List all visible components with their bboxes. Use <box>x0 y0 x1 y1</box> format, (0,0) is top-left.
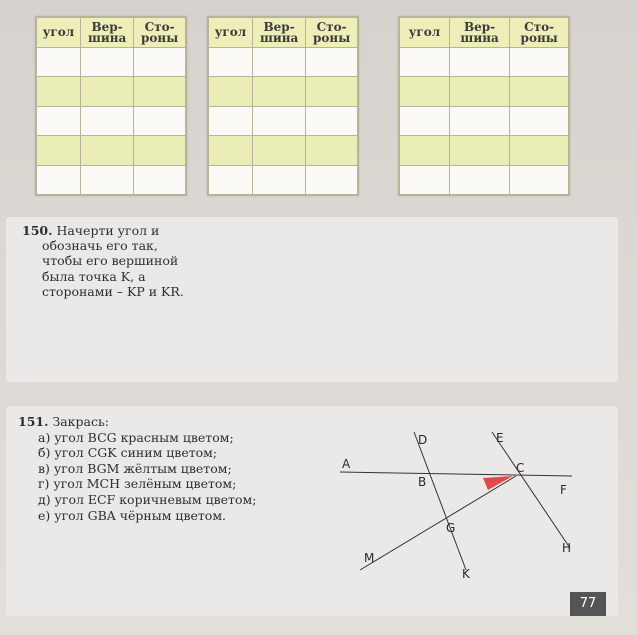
header-angle: угол <box>37 18 81 48</box>
table-cell[interactable] <box>449 48 509 77</box>
table-cell[interactable] <box>209 165 253 194</box>
table-cell[interactable] <box>209 77 253 106</box>
task-line: Начерти угол и <box>56 223 160 238</box>
table-row <box>400 106 569 135</box>
table-row <box>37 77 186 106</box>
table-cell[interactable] <box>510 136 569 165</box>
table-row <box>209 48 358 77</box>
task-item: б) угол CGK синим цветом; <box>38 445 218 461</box>
point-label-m: M <box>364 551 375 565</box>
shaded-angle <box>483 476 513 490</box>
table-row <box>37 48 186 77</box>
task-line: сторонами – KP и KR. <box>42 283 184 299</box>
table-cell[interactable] <box>449 136 509 165</box>
task-item: д) угол ECF коричневым цветом; <box>38 491 257 507</box>
table-cell[interactable] <box>400 165 450 194</box>
table-cell[interactable] <box>510 77 569 106</box>
point-label-h: H <box>562 541 572 555</box>
header-vertex: Вер- шина <box>80 18 133 48</box>
angle-table-2 <box>207 16 359 196</box>
header-vertex: Вер- шина <box>252 18 305 48</box>
table-row <box>400 165 569 194</box>
table-row <box>37 106 186 135</box>
table-cell[interactable] <box>209 106 253 135</box>
table-cell[interactable] <box>449 165 509 194</box>
table-cell[interactable] <box>37 165 81 194</box>
point-label-d: D <box>418 433 428 447</box>
table-row <box>400 136 569 165</box>
point-label-k: K <box>462 567 470 581</box>
table-cell[interactable] <box>80 106 133 135</box>
table-cell[interactable] <box>134 136 186 165</box>
table-cell[interactable] <box>252 48 305 77</box>
table-cell[interactable] <box>400 48 450 77</box>
task-number: 151. <box>18 414 49 429</box>
table-cell[interactable] <box>306 77 358 106</box>
table-cell[interactable] <box>134 106 186 135</box>
table-cell[interactable] <box>134 165 186 194</box>
table-cell[interactable] <box>37 48 81 77</box>
task-151-text <box>18 414 288 523</box>
header-sides: Сто- роны <box>134 18 186 48</box>
line-dk <box>414 432 466 570</box>
table-cell[interactable] <box>209 136 253 165</box>
table-cell[interactable] <box>400 136 450 165</box>
table-row <box>209 165 358 194</box>
page-number: 77 <box>570 592 606 616</box>
angle-table-3 <box>398 16 570 196</box>
table-cell[interactable] <box>400 106 450 135</box>
header-angle: угол <box>209 18 253 48</box>
table-row <box>209 136 358 165</box>
table-cell[interactable] <box>510 165 569 194</box>
line-af <box>340 472 572 476</box>
table-row <box>209 106 358 135</box>
table-cell[interactable] <box>400 77 450 106</box>
point-label-b: B <box>418 475 427 489</box>
point-label-g: G <box>446 521 456 535</box>
table-cell[interactable] <box>306 165 358 194</box>
task-item: в) угол BGM жёлтым цветом; <box>38 460 232 476</box>
table-cell[interactable] <box>449 77 509 106</box>
line-mc <box>360 476 516 570</box>
task-150-text <box>22 223 242 299</box>
table-cell[interactable] <box>80 48 133 77</box>
header-sides: Сто- роны <box>306 18 358 48</box>
table-row <box>209 77 358 106</box>
table-cell[interactable] <box>37 77 81 106</box>
task-item: г) угол MCH зелёным цветом; <box>38 476 237 492</box>
table-cell[interactable] <box>80 165 133 194</box>
table-cell[interactable] <box>209 48 253 77</box>
table-cell[interactable] <box>37 106 81 135</box>
table-cell[interactable] <box>252 77 305 106</box>
table-cell[interactable] <box>449 106 509 135</box>
header-sides: Сто- роны <box>510 18 569 48</box>
header-vertex: Вер- шина <box>449 18 509 48</box>
table-cell[interactable] <box>510 48 569 77</box>
table-cell[interactable] <box>37 136 81 165</box>
task-line: обозначь его так, <box>42 238 158 254</box>
table-cell[interactable] <box>306 48 358 77</box>
point-label-c: C <box>516 461 525 475</box>
table-row <box>37 136 186 165</box>
table-row <box>400 48 569 77</box>
table-cell[interactable] <box>80 77 133 106</box>
line-eh <box>492 432 570 548</box>
table-cell[interactable] <box>252 136 305 165</box>
header-angle: угол <box>400 18 450 48</box>
task-title: Закрась: <box>52 414 109 429</box>
table-row <box>37 165 186 194</box>
point-label-a: A <box>342 457 351 471</box>
table-cell[interactable] <box>252 165 305 194</box>
angles-figure <box>320 420 590 585</box>
table-row <box>400 77 569 106</box>
task-line: чтобы его вершиной <box>42 253 179 269</box>
table-cell[interactable] <box>134 77 186 106</box>
angle-table-1 <box>35 16 187 196</box>
table-cell[interactable] <box>134 48 186 77</box>
table-cell[interactable] <box>252 106 305 135</box>
task-number: 150. <box>22 223 53 238</box>
task-item: а) угол BCG красным цветом; <box>38 429 234 445</box>
table-cell[interactable] <box>306 136 358 165</box>
table-cell[interactable] <box>306 106 358 135</box>
table-cell[interactable] <box>80 136 133 165</box>
task-line: была точка K, а <box>42 268 146 284</box>
task-item: е) угол GBA чёрным цветом. <box>38 507 227 523</box>
table-cell[interactable] <box>510 106 569 135</box>
point-label-f: F <box>560 483 567 497</box>
point-label-e: E <box>496 431 504 445</box>
